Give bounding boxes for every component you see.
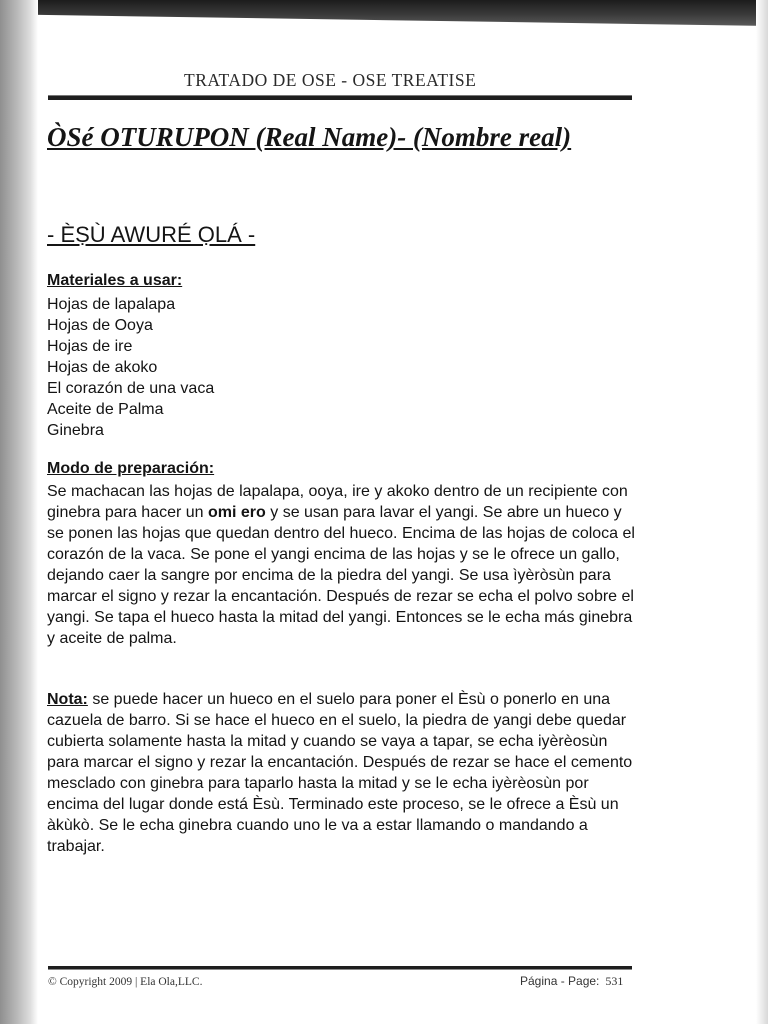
note-paragraph	[47, 689, 637, 857]
list-item: Ginebra	[47, 422, 104, 439]
list-item: Hojas de Ooya	[47, 317, 153, 334]
preparation-bold-term: omi ero	[208, 504, 266, 521]
page-indicator	[520, 974, 623, 989]
scan-left-shadow	[0, 0, 38, 1024]
note-text: se puede hacer un hueco en el suelo para poner el Èsù o ponerlo en una cazuela de barro. Si se hace el hueco en el suelo, la piedra de yangi debe quedar cubierta solamente hasta la mitad y cuando se vaya a tapar, se echa iyèrèosùn para marcar el signo y rezar la encantación. Después de rezar se hace el cemento mesclado con ginebra para taparlo hasta la mitad y se le echa iyèrèosùn por encima del lugar donde está Èsù. Terminado este proceso, se le ofrece a Èsù un àkùkò. Se le echa ginebra cuando uno le va a estar llamando o mandando a trabajar.	[47, 691, 633, 855]
running-header: TRATADO DE OSE - OSE TREATISE	[184, 70, 477, 90]
materials-heading: Materiales a usar:	[47, 272, 183, 289]
list-item: Hojas de lapalapa	[47, 296, 176, 313]
footer-rule	[48, 966, 632, 970]
list-item: Hojas de akoko	[47, 359, 158, 376]
scan-right-shadow	[756, 0, 768, 1024]
header-rule	[48, 95, 632, 100]
preparation-paragraph	[47, 481, 637, 649]
section-subtitle: - ÈṢÙ AWURÉ ỌLÁ -	[47, 222, 256, 247]
preparation-text-start: Se machacan las hojas de lapalapa, ooya, ire y akoko dentro de un recipiente con ginebra para hacer un	[47, 483, 628, 521]
page-label: Página - Page:	[520, 974, 600, 988]
preparation-heading: Modo de preparación:	[47, 460, 215, 477]
list-item: Hojas de ire	[47, 338, 133, 355]
preparation-text-end: y se usan para lavar el yangi. Se abre un hueco y se ponen las hojas que quedan dentro del hueco. Encima de las hojas de coloca el corazón de la vaca. Se pone el yangi encima de las hojas y se le ofrece un gallo, dejando caer la sangre por encima de la piedra del yangi. Se usa ìyèròsùn para marcar el signo y rezar la encantación. Después de rezar se echa el polvo sobre el yangi. Se tapa el hueco hasta la mitad del yangi. Entonces se le echa más ginebra y aceite de palma.	[47, 504, 635, 647]
materials-list	[47, 294, 214, 441]
page-title: ÒSé OTURUPON (Real Name)- (Nombre real)	[47, 122, 572, 152]
list-item: El corazón de una vaca	[47, 380, 215, 397]
copyright-text: © Copyright 2009 | Ela Ola,LLC.	[48, 976, 203, 988]
page-number: 531	[605, 974, 624, 988]
note-label: Nota:	[47, 691, 88, 708]
scan-top-shadow	[0, 0, 768, 26]
list-item: Aceite de Palma	[47, 401, 164, 418]
